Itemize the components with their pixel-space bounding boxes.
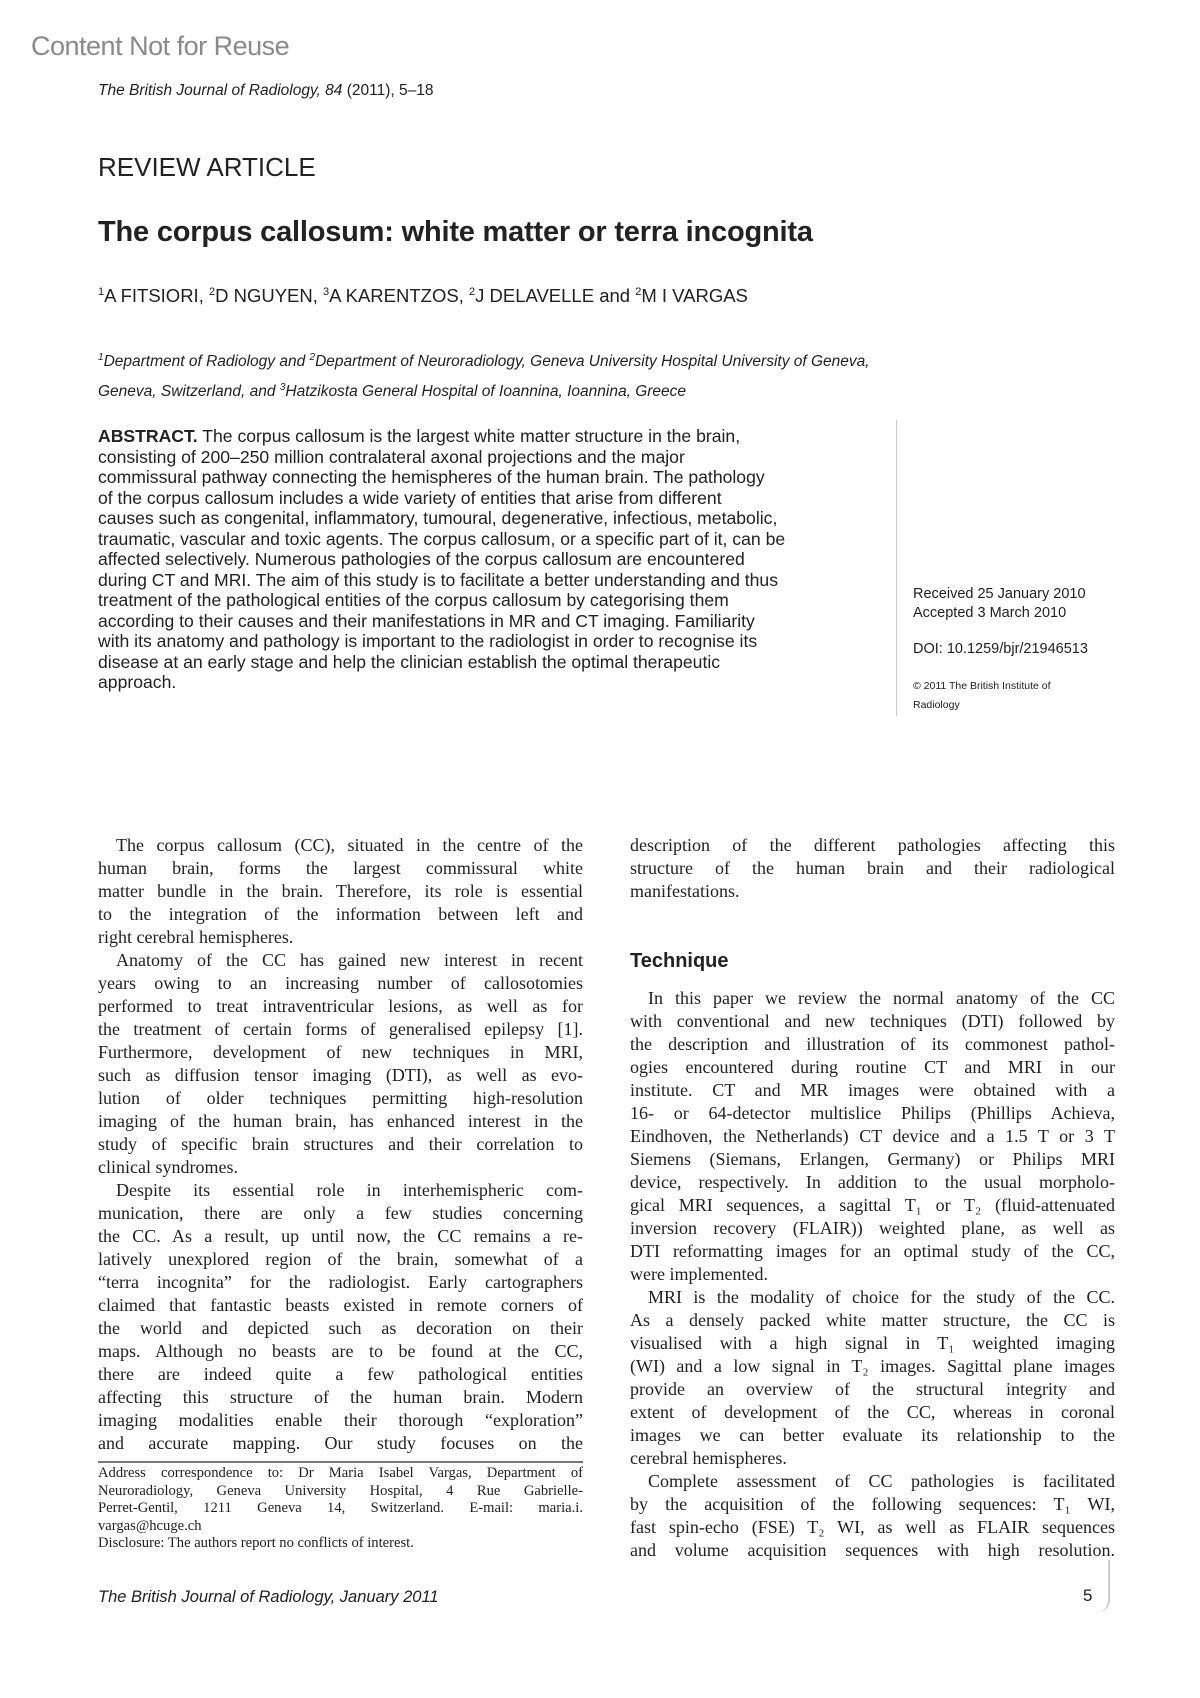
abstract-label: ABSTRACT. [98,426,198,446]
author-list [98,285,748,307]
text-line: Complete assessment of CC pathologies is facilitated [648,1471,1115,1491]
text-line: imaging of the human brain, has enhanced interest in the [98,1111,583,1131]
affiliation-2: Department of Neuroradiology, Geneva University Hospital University of Geneva, [315,353,870,370]
abstract-line: affected selectively. Numerous pathologies of the corpus callosum are encountered [98,549,745,569]
body-column-right-technique [630,987,1115,1562]
text-line: maps. Although no beasts are to be found at the CC, [98,1341,583,1361]
abstract-line: according to their causes and their manifestations in MR and CT imaging. Familiarity [98,610,755,631]
abstract-line: disease at an early stage and help the clinician establish the optimal therapeutic [98,651,721,672]
abstract-line: during CT and MRI. The aim of this study is to facilitate a better understanding and thus [98,569,779,590]
author-affil-sup: 2 [635,286,642,298]
copyright-line-2: Radiology [913,699,960,711]
text-line: ogies encountered during routine CT and MRI in our [630,1057,1115,1077]
author-name: A FITSIORI, [104,285,209,306]
text-line: performed to treat intraventricular lesions, as well as for [98,996,583,1016]
text-line: Neuroradiology, Geneva University Hospital, 4 Rue Gabrielle- [98,1482,583,1499]
text-line: Eindhoven, the Netherlands) CT device and a 1.5 T or 3 T [630,1126,1115,1146]
abstract-line: of the corpus callosum includes a wide variety of entities that arise from different [98,487,722,508]
text-line: As a densely packed white matter structure, the CC is [630,1310,1115,1330]
text-line: human brain, forms the largest commissural white [98,858,583,878]
abstract-line: treatment of the pathological entities of the corpus callosum by categorising them [98,590,729,610]
abstract-line: causes such as congenital, inflammatory, tumoural, degenerative, infectious, metabolic, [98,508,778,528]
text-line: imaging modalities enable their thorough “exploration” [98,1410,583,1430]
abstract-line: consisting of 200–250 million contralateral axonal projections and the major [98,446,685,467]
text-line: latively unexplored region of the brain, somewhat of a [98,1249,583,1269]
abstract-line: traumatic, vascular and toxic agents. The corpus callosum, or a specific part of it, can be [98,528,786,549]
journal-name: The British Journal of Radiology, [98,82,326,99]
author-affil-sup: 3 [323,286,330,298]
text-line: munication, there are only a few studies concerning [98,1203,583,1223]
text-line: visualised with a high signal in T₁ weighted imaging [630,1333,1115,1353]
journal-volume: 84 [325,82,343,99]
text-line: Despite its essential role in interhemispheric com- [116,1180,583,1200]
affil-sup: 3 [279,382,286,393]
footnote-rule [98,1461,583,1463]
author-affil-sup: 2 [208,286,216,298]
body-column-left [98,834,583,1455]
text-line: clinical syndromes. [98,1157,238,1177]
text-line: by the acquisition of the following sequences: T₁ WI, [630,1494,1115,1514]
article-type: REVIEW ARTICLE [98,152,316,182]
text-line: and accurate mapping. Our study focuses on the [98,1433,583,1453]
text-line: with conventional and new techniques (DTI) followed by [630,1011,1115,1031]
text-line: lution of older techniques permitting high-resolution [98,1088,583,1108]
text-line: Perret-Gentil, 1211 Geneva 14, Switzerland. E-mail: maria.i. [98,1500,583,1517]
text-line: In this paper we review the normal anatomy of the CC [648,988,1115,1008]
text-line: were implemented. [630,1264,768,1284]
text-line: the world and depicted such as decoration on their [98,1318,583,1338]
received-date: Received 25 January 2010 [913,586,1086,602]
author-name: M I VARGAS [641,285,748,306]
journal-year-pages: (2011), 5–18 [342,82,434,99]
text-line: images we can better evaluate its relationship to the [630,1425,1115,1445]
affiliation-2-cont: Geneva, Switzerland, and [98,383,280,400]
text-line: device, respectively. In addition to the usual morpholo- [630,1172,1115,1192]
text-line: there are indeed quite a few pathological entities [98,1364,583,1384]
text-line: Disclosure: The authors report no conflicts of interest. [98,1535,414,1552]
text-line: “terra incognita” for the radiologist. Early cartographers [98,1272,583,1292]
copyright-line-1: © 2011 The British Institute of [913,680,1051,692]
abstract-line [98,426,888,447]
affiliation-3: Hatzikosta General Hospital of Ioannina, Ioannina, Greece [285,383,687,400]
text-line: years owing to an increasing number of callosotomies [98,973,583,993]
text-line: right cerebral hemispheres. [98,927,294,947]
text-line: (WI) and a low signal in T₂ images. Sagittal plane images [630,1356,1115,1376]
affil-sup: 2 [309,352,316,363]
journal-citation [98,82,433,100]
author-name: J DELAVELLE and [475,285,636,306]
text-line: manifestations. [630,881,740,901]
text-line: structure of the human brain and their radiological [630,858,1115,878]
text-line: provide an overview of the structural integrity and [630,1379,1115,1399]
text-line: study of specific brain structures and their correlation to [98,1134,583,1154]
section-heading-technique: Technique [630,950,729,972]
text-line: to the integration of the information between left and [98,904,583,924]
author-name: A KARENTZOS, [329,285,469,306]
author-name: D NGUYEN, [215,285,324,306]
text-line: the description and illustration of its commonest pathol- [630,1034,1115,1054]
abstract [98,426,888,693]
text-line: 16- or 64-detector multislice Philips (Phillips Achieva, [630,1103,1115,1123]
text-line: such as diffusion tensor imaging (DTI), as well as evo- [98,1065,583,1085]
body-column-right-intro [630,834,1115,903]
article-title: The corpus callosum: white matter or terra incognita [98,216,813,248]
text-line: Siemens (Siemans, Erlangen, Germany) or Philips MRI [630,1149,1115,1169]
text-line: DTI reformatting images for an optimal study of the CC, [630,1241,1115,1261]
text-line: extent of development of the CC, whereas in coronal [630,1402,1115,1422]
accepted-date: Accepted 3 March 2010 [913,605,1067,621]
text-line: description of the different pathologies affecting this [630,835,1115,855]
affiliations [98,345,870,405]
author-affil-sup: 2 [468,286,476,298]
affiliation-1: Department of Radiology and [103,353,310,370]
text-line: the treatment of certain forms of generalised epilepsy [1]. [98,1019,583,1039]
abstract-divider [896,420,897,716]
page-edge [1098,1560,1110,1612]
text-line: matter bundle in the brain. Therefore, its role is essential [98,881,583,901]
author-affil-sup: 1 [98,286,105,298]
text-line: Address correspondence to: Dr Maria Isabel Vargas, Department of [98,1465,583,1481]
text-line: MRI is the modality of choice for the study of the CC. [648,1287,1115,1307]
text-line: cerebral hemispheres. [630,1448,787,1468]
text-line: institute. CT and MR images were obtained with a [630,1080,1115,1100]
text-line: Furthermore, development of new techniques in MRI, [98,1042,583,1062]
text-line: gical MRI sequences, a sagittal T₁ or T₂ (fluid-attenuated [630,1195,1115,1215]
text-line: affecting this structure of the human brain. Modern [98,1387,583,1407]
footnote [98,1465,583,1553]
abstract-text: The corpus callosum is the largest white matter structure in the brain, [197,426,741,446]
text-line: Anatomy of the CC has gained new interest in recent [116,950,583,970]
affil-sup: 1 [98,352,104,363]
watermark: Content Not for Reuse [31,31,290,61]
abstract-line: commissural pathway connecting the hemispheres of the human brain. The pathology [98,467,765,487]
text-line: The corpus callosum (CC), situated in the centre of the [116,835,583,855]
page-number: 5 [1083,1586,1093,1605]
abstract-line: with its anatomy and pathology is important to the radiologist in order to recognise its [98,631,758,651]
text-line: fast spin-echo (FSE) T₂ WI, as well as FLAIR sequences [630,1517,1115,1537]
text-line: the CC. As a result, up until now, the CC remains a re- [98,1226,583,1246]
footer-journal: The British Journal of Radiology, January 2011 [98,1588,439,1606]
text-line: and volume acquisition sequences with high resolution. [630,1540,1115,1560]
text-line: inversion recovery (FLAIR)) weighted plane, as well as [630,1218,1115,1238]
abstract-line: approach. [98,672,177,692]
text-line: vargas@hcuge.ch [98,1517,202,1534]
text-line: claimed that fantastic beasts existed in remote corners of [98,1295,583,1315]
doi: DOI: 10.1259/bjr/21946513 [913,641,1088,657]
article-info-sidebar [913,585,1088,715]
